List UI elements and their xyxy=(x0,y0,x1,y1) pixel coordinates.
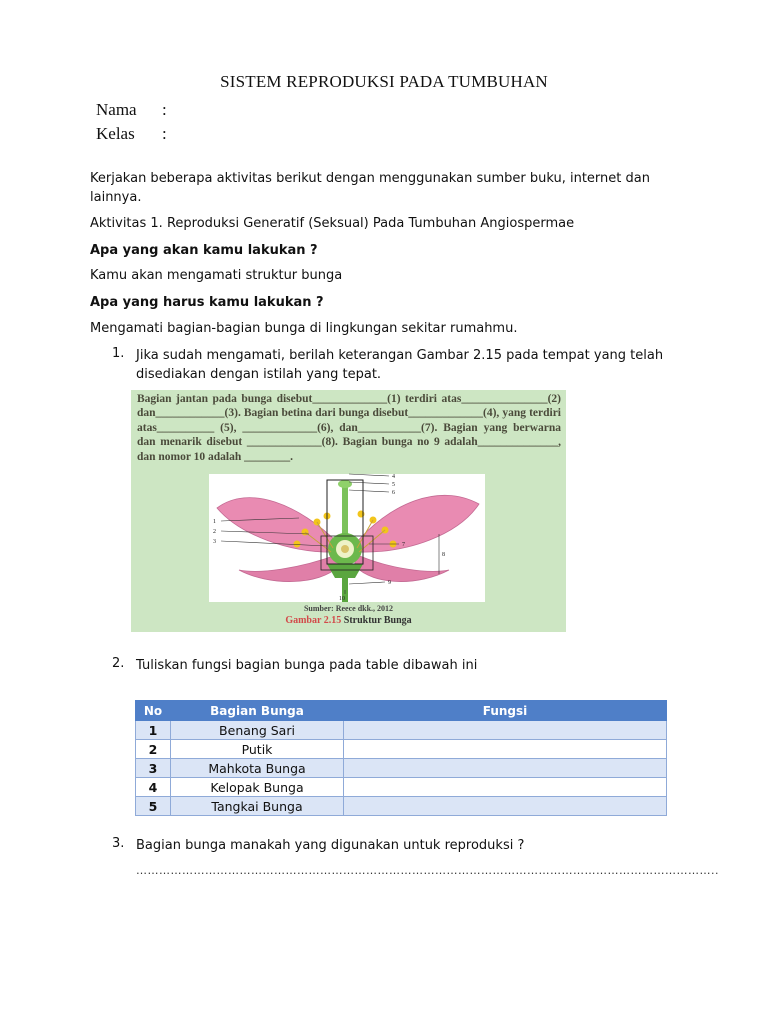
row-no: 5 xyxy=(136,797,171,816)
question-must-heading: Apa yang harus kamu lakukan ? xyxy=(90,295,324,310)
label-8: 8 xyxy=(442,552,445,558)
item-1-text: Jika sudah mengamati, berilah keterangan Gambar 2.15 pada tempat yang telah disediakan dengan istilah yang tepat. xyxy=(136,348,664,382)
label-9: 9 xyxy=(388,580,391,586)
label-10: 10 xyxy=(339,596,345,602)
flower-illustration xyxy=(209,474,485,602)
item-3-number: 3. xyxy=(112,836,125,851)
row-part: Kelopak Bunga xyxy=(171,778,344,797)
row-no: 1 xyxy=(136,721,171,740)
label-3: 3 xyxy=(213,539,216,545)
row-function[interactable] xyxy=(344,778,667,797)
question-do-answer: Kamu akan mengamati struktur bunga xyxy=(90,268,343,283)
figure-fill-text: Bagian jantan pada bunga disebut_____________(1) terdiri atas_______________(2) dan____________(3). Bagian betina dari bunga disebut_____________(4), yang terdiri atas__________ (5), _____________(6), dan___________(7). Bagian yang berwarna dan menarik disebut _____________(8). Bagian bunga no 9 adalah______________, dan nomor 10 adalah ________. xyxy=(137,393,561,463)
label-4: 4 xyxy=(392,474,395,480)
header-no: No xyxy=(136,701,171,721)
header-function: Fungsi xyxy=(344,701,667,721)
row-part: Benang Sari xyxy=(171,721,344,740)
figure-caption-text: Struktur Bunga xyxy=(341,615,412,626)
question-do-heading: Apa yang akan kamu lakukan ? xyxy=(90,243,318,258)
table-row xyxy=(136,721,667,740)
row-part: Putik xyxy=(171,740,344,759)
label-5: 5 xyxy=(392,482,395,488)
row-function[interactable] xyxy=(344,759,667,778)
activity-title: Aktivitas 1. Reproduksi Generatif (Seksual) Pada Tumbuhan Angiospermae xyxy=(90,216,575,231)
row-part: Tangkai Bunga xyxy=(171,797,344,816)
row-no: 4 xyxy=(136,778,171,797)
label-2: 2 xyxy=(213,529,216,535)
name-field xyxy=(96,100,167,120)
table-row xyxy=(136,759,667,778)
item-3-text: Bagian bunga manakah yang digunakan untuk reproduksi ? xyxy=(136,838,525,853)
row-no: 2 xyxy=(136,740,171,759)
row-function[interactable] xyxy=(344,740,667,759)
label-1: 1 xyxy=(213,519,216,525)
item-2-text: Tuliskan fungsi bagian bunga pada table dibawah ini xyxy=(136,658,478,673)
label-6: 6 xyxy=(392,490,395,496)
item-1-number: 1. xyxy=(112,346,125,361)
row-no: 3 xyxy=(136,759,171,778)
page-title: SISTEM REPRODUKSI PADA TUMBUHAN xyxy=(220,72,548,91)
figure-source: Sumber: Reece dkk., 2012 xyxy=(303,604,394,613)
label-7: 7 xyxy=(402,542,405,548)
class-colon: : xyxy=(162,124,167,143)
answer-line[interactable]: …………………………………………………………………………………………………………………………………….. xyxy=(136,864,719,877)
table-row xyxy=(136,778,667,797)
flower-diagram xyxy=(209,474,485,602)
table-header-row xyxy=(136,701,667,721)
figure-caption xyxy=(131,615,566,626)
name-colon: : xyxy=(162,100,167,119)
flower-function-table xyxy=(135,700,667,816)
row-part: Mahkota Bunga xyxy=(171,759,344,778)
item-2-number: 2. xyxy=(112,656,125,671)
table-row xyxy=(136,740,667,759)
row-function[interactable] xyxy=(344,797,667,816)
intro-text: Kerjakan beberapa aktivitas berikut dengan menggunakan sumber buku, internet dan lainnya. xyxy=(90,171,650,205)
class-field xyxy=(96,124,167,144)
class-label: Kelas xyxy=(96,124,135,143)
header-part: Bagian Bunga xyxy=(171,701,344,721)
figure-caption-number: Gambar 2.15 xyxy=(285,615,342,626)
table-row xyxy=(136,797,667,816)
question-must-answer: Mengamati bagian-bagian bunga di lingkungan sekitar rumahmu. xyxy=(90,321,518,336)
flower-figure xyxy=(131,390,566,632)
name-label: Nama xyxy=(96,100,137,119)
row-function[interactable] xyxy=(344,721,667,740)
